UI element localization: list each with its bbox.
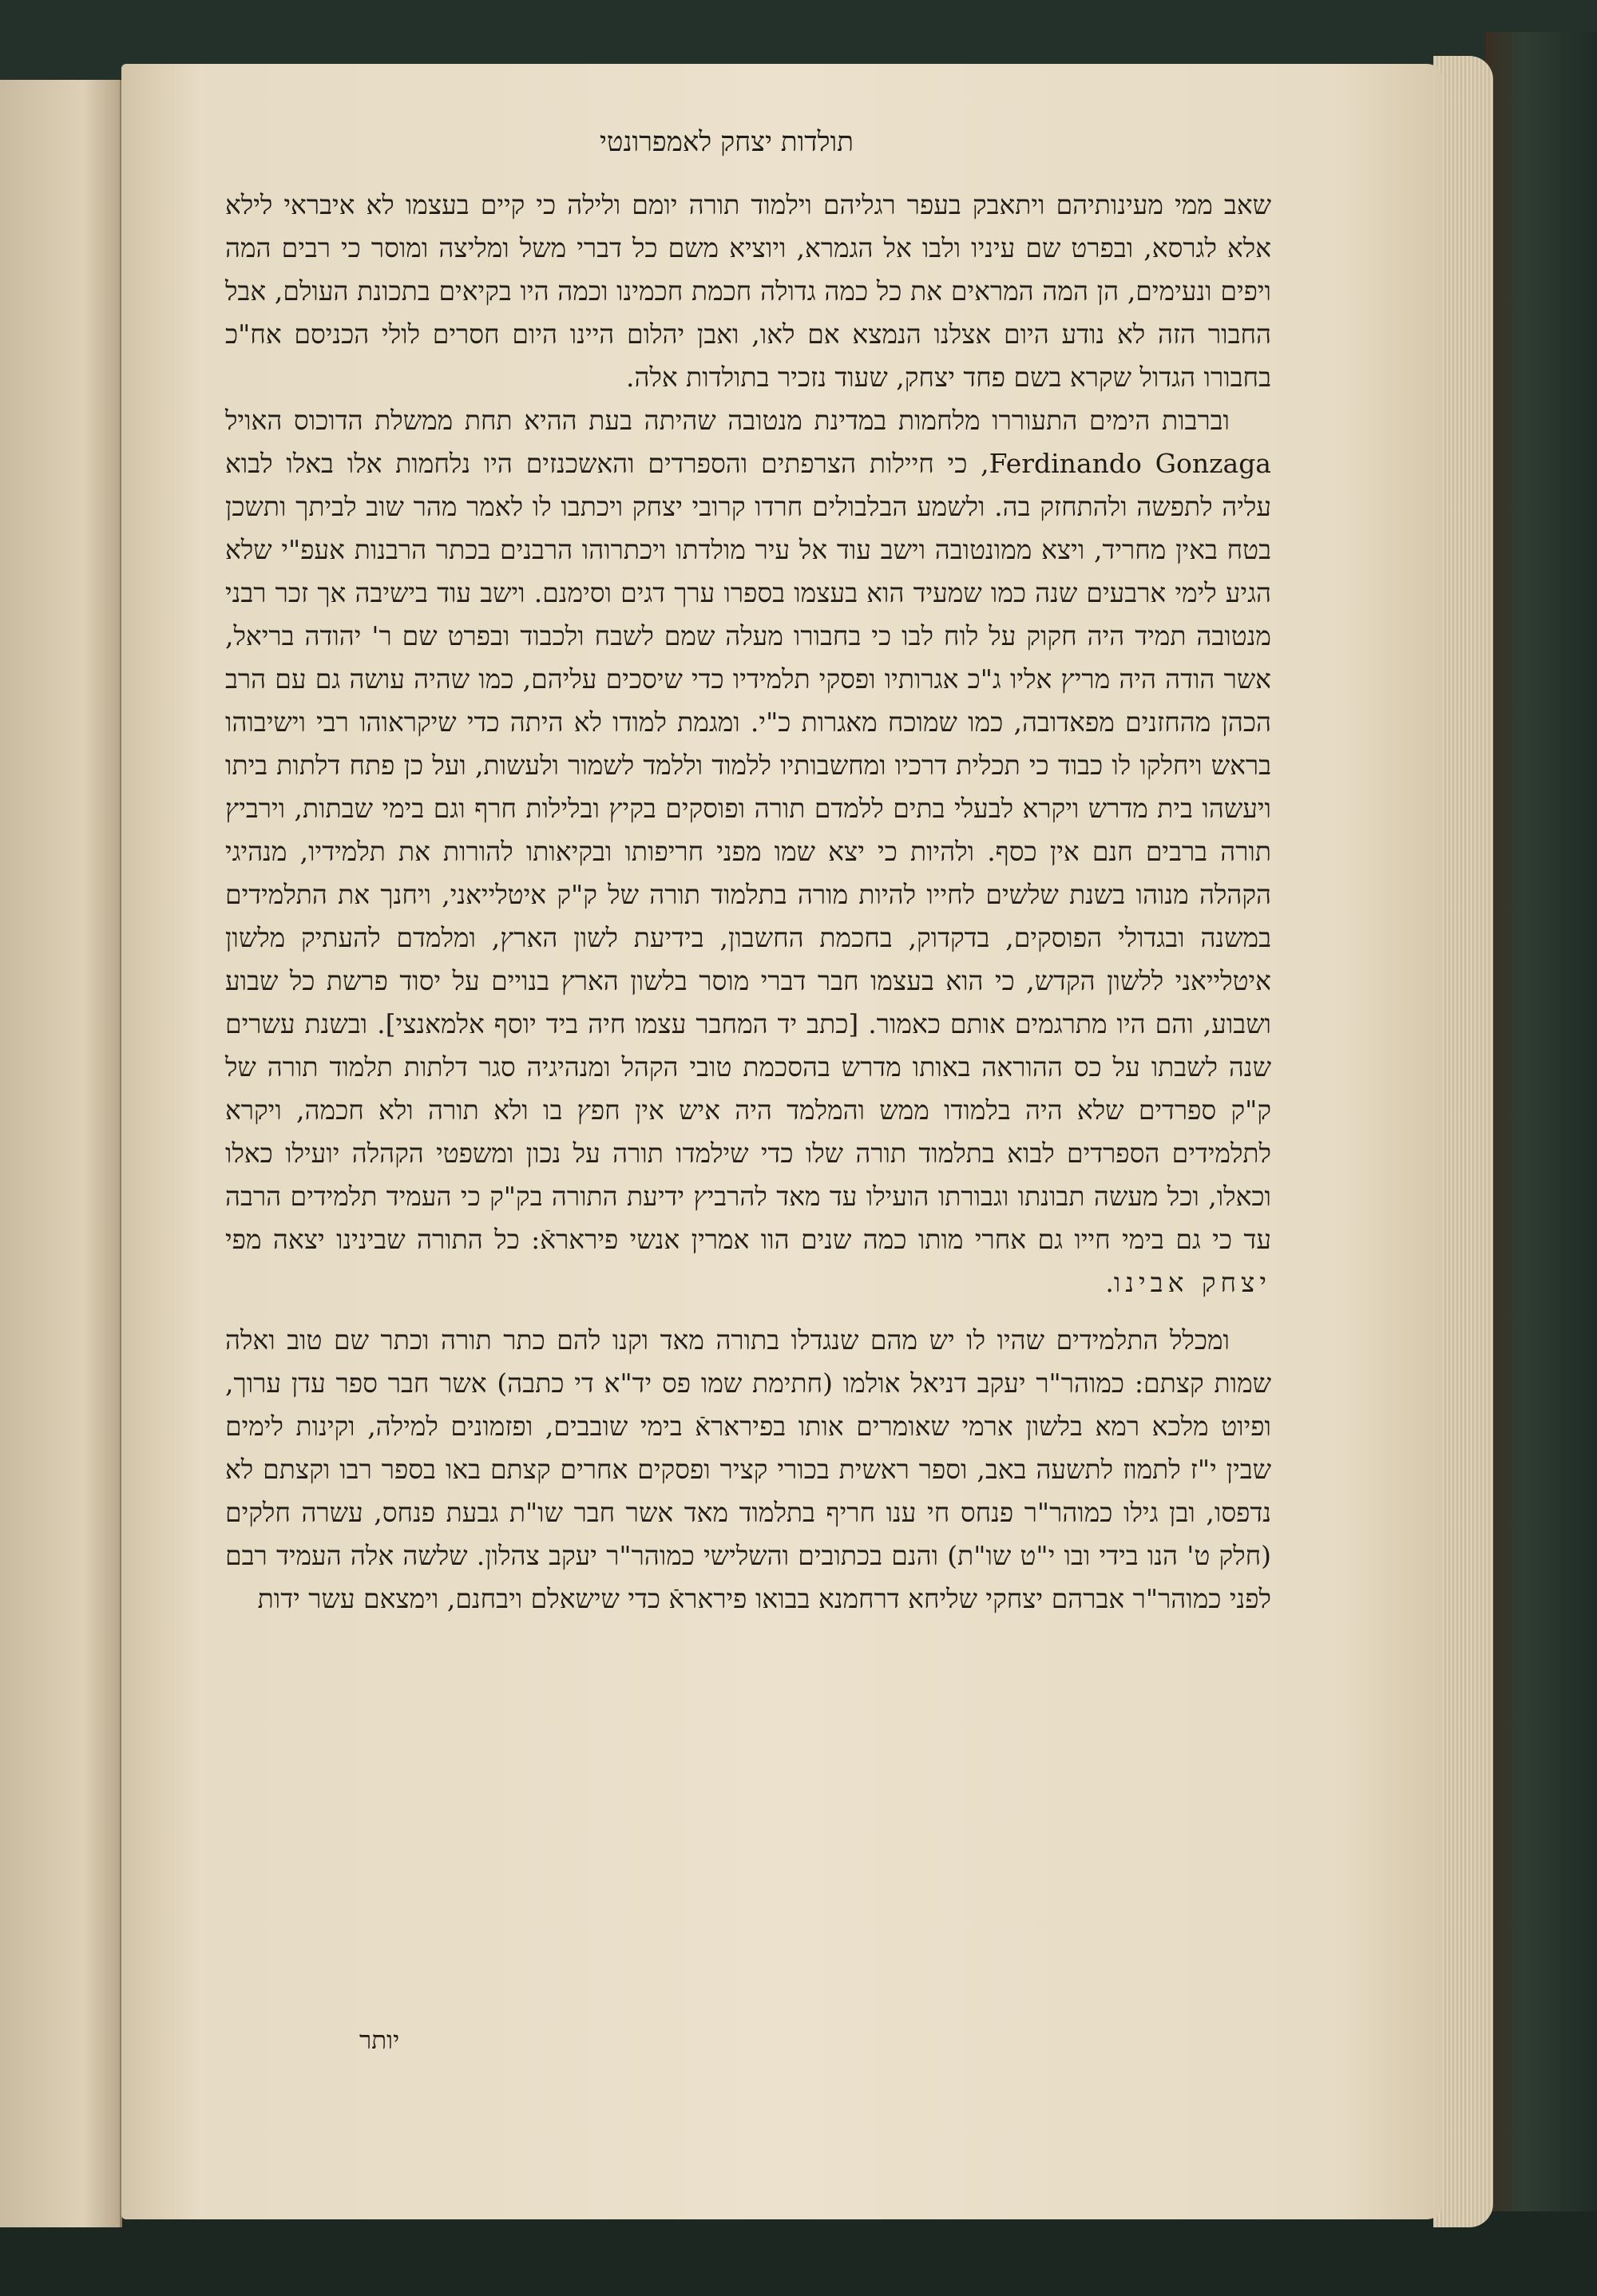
running-title: תולדות יצחק לאמפרונטי xyxy=(600,126,854,158)
quote-start: כל התורה שבינינו יצאה מפי xyxy=(225,1224,520,1255)
catchword: יותר xyxy=(359,2026,400,2055)
book-cover-bottom xyxy=(0,2211,1597,2296)
paragraph-1: שאב ממי מעינותיהם ויתאבק בעפר רגליהם וילמוד תורה יומם ולילה כי קיים בעצמו לא איבראי לילא אלא לגרסא, ובפרט שם עיניו ולבו אל הגמרא, ויוציא משם כל דברי משל ומליצה ומוסר כי רבים המה ויפים ונעימים, הן המה המראים את כל כמה גדולה חכמת חכמינו וכמה היו בקיאים בתכונת העולם, אבל החבור הזה לא נודע היום אצלנו הנמצא אם לאו, ואבן יהלום היינו היום חסרים לולי הכניסם אח"כ בחבורו הגדול שקרא בשם פחד יצחק, שעוד נזכיר בתולדות אלה. xyxy=(225,189,1271,393)
page-body xyxy=(225,184,1271,1621)
paragraph-2-part-1: וברבות הימים התעוררו מלחמות במדינת מנטובה שהיתה בעת ההיא תחת ממשלת הדוכוס האויל xyxy=(225,405,1230,436)
quote-name: יצחק אבינו xyxy=(1113,1267,1271,1298)
paragraph-2-part-2: , כי חיילות הצרפתים והספרדים והאשכנזים היו נלחמות אלו באלו לבוא עליה לתפשה ולהתחזק בה. ולשמע הבלבולים חרדו קרובי יצחק ויכתבו לו לאמר מהר שוב לביתך ותשכן בטח באין מחריד, ויצא ממונטובה וישב עוד אל עיר מולדתו ויכתרוהו הרבנים בכתר הרבנות אעפ"י שלא הגיע לימי ארבעים שנה כמו שמעיד הוא בעצמו בספרו ערך דגים וסימנם. וישב עוד בישיבה אך זכר רבני מנטובה תמיד היה חקוק על לוח לבו כי בחבורו מעלה שמם לשבח ולכבוד ובפרט שם ר' יהודה בריאל, אשר הודה היה מריץ אליו ג"כ אגרותיו ופסקי תלמידיו כדי שיסכים עליהם, כמו שהיה עושה גם עם הרב הכהן מהחזנים מפאדובה, כמו שמוכח מאגרות כ"י. ומגמת למודו לא היתה כדי שיקראוהו רבי וישיבוהו בראש ויחלקו לו כבוד כי תכלית דרכיו ומחשבותיו ללמוד וללמד לשמור ולעשות, ועל כן פתח דלתות ביתו ויעשהו בית מדרש ויקרא לבעלי בתים ללמדם תורה ופוסקים בקיץ ובלילות חרף וגם בימי שבתות, וירביץ תורה ברבים חנם אין כסף. ולהיות כי יצא שמו מפני חריפותו ובקיאותו להורות את תלמידיו, מנהיגי הקהלה מנוהו בשנת שלשים לחייו להיות מורה בתלמוד תורה של ק"ק איטלייאני, ויחנך את התלמידים במשנה ובגדולי הפוסקים, בדקדוק, בחכמת החשבון, בידיעת לשון הארץ, ומלמדם להעתיק מלשון איטלייאני ללשון הקדש, כי הוא בעצמו חבר דברי מוסר בלשון הארץ בנויים על יסוד פרשת כל שבוע ושבוע, והם היו מתרגמים אותם כאמור. [כתב יד המחבר עצמו חיה ביד יוסף אלמאנצי]. ובשנת עשרים שנה לשבתו על כס ההוראה באותו מדרש בהסכמת טובי הקהל ומנהיגיה סגר דלתות תלמוד תורה של ק"ק ספרדים שלא היה בלמודו ממש והמלמד היה איש אין חפץ בו ולא תורה ולא חכמה, ויקרא לתלמידים הספרדים לבוא בתלמוד תורה שלו כדי שילמדו תורה על נכון ומשפטי הקהלה יועילו כאלו וכאלו, וכל מעשה תבונתו וגבורתו הועילו עד מאד להרביץ ידיעת התורה בק"ק כי העמיד תלמידים הרבה עד כי גם בימי חייו גם אחרי מותו כמה שנים הוו אמרין אנשי פיראראֿ: xyxy=(225,448,1271,1255)
paragraph-2 xyxy=(225,399,1271,1304)
quote-end: . xyxy=(1105,1267,1114,1298)
book-cover-spine xyxy=(1485,32,1597,2235)
latin-name: Ferdinando Gonzaga xyxy=(989,448,1271,479)
paragraph-3: ומכלל התלמידים שהיו לו יש מהם שנגדלו בתורה מאד וקנו להם כתר תורה וכתר שם טוב ואלה שמות קצתם: כמוהר"ר יעקב דניאל אולמו (חתימת שמו פס יד"א די כתבה) אשר חבר ספר עדן ערוך, ופיוט מלכא רמא בלשון ארמי שאומרים אותו בפיראראֿ בימי שובבים, ופזמונים למילה, וקינות לימים שבין י"ז לתמוז לתשעה באב, וספר ראשית בכורי קציר ופסקים אחרים קצתם באו בספר רבו וקצתם לא נדפסו, ובן גילו כמוהר"ר פנחס חי ענו חריף בתלמוד מאד אשר חבר שו"ת גבעת פנחס, עשרה חלקים (חלק ט' הנו בידי ובו י"ט שו"ת) והנם בכתובים והשלישי כמוהר"ר יעקב צהלון. שלשה אלה העמיד רבם לפני כמוהר"ר אברהם יצחקי שליחא דרחמנא בבואו פיראראֿ כדי שישאלם ויבחנם, וימצאם עשר ידות xyxy=(225,1324,1271,1614)
facing-page-edge xyxy=(0,80,122,2227)
